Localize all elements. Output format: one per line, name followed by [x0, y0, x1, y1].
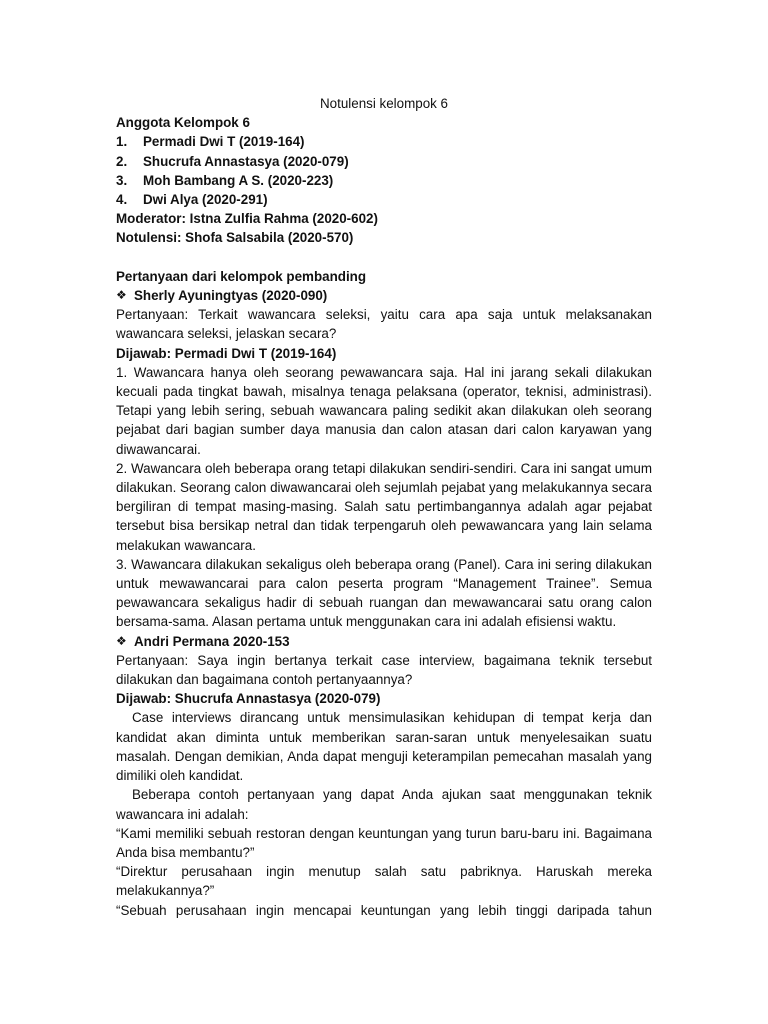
notulensi-line: Notulensi: Shofa Salsabila (2020-570) — [116, 230, 354, 246]
example-question: “Sebuah perusahaan ingin mencapai keuntungan yang lebih tinggi daripada tahun — [116, 902, 652, 918]
member-name: Moh Bambang A S. (2020-223) — [143, 172, 334, 188]
member-number: 1. — [116, 134, 128, 150]
document-page — [116, 94, 652, 920]
member-number: 2. — [116, 153, 128, 169]
moderator-line: Moderator: Istna Zulfia Rahma (2020-602) — [116, 211, 378, 227]
question-2-answerer: Dijawab: Shucrufa Annastasya (2020-079) — [116, 691, 381, 707]
member-item — [116, 132, 652, 151]
member-name: Shucrufa Annastasya (2020-079) — [143, 153, 349, 169]
answer-paragraph: 2. Wawancara oleh beberapa orang tetapi dilakukan sendiri-sendiri. Cara ini sangat umum dilakukan. Seorang calon diwawancarai oleh sejumlah pejabat yang melakukannya secara bergiliran di tempat masing-masing. Salah satu pertimbangannya adalah agar pejabat tersebut bisa bersikap netral dan tidak terpengaruh oleh pewawancara yang lain selama melakukan wawancara. — [116, 460, 652, 553]
diamond-bullet-icon: ❖ — [116, 288, 127, 303]
member-name: Permadi Dwi T (2019-164) — [143, 134, 305, 150]
answer-paragraph: 1. Wawancara hanya oleh seorang pewawancara saja. Hal ini jarang sekali dilakukan kecuali pada tingkat bawah, misalnya tenaga pelaksana (operator, teknisi, administrasi). Tetapi yang lebih sering, sebuah wawancara paling sedikit akan dilakukan oleh seorang pejabat dari bagian sumber daya manusia dan calon atasan dari calon karyawan yang diwawancarai. — [116, 364, 652, 457]
question-1-text: Pertanyaan: Terkait wawancara seleksi, yaitu cara apa saja untuk melaksanakan wawancara seleksi, jelaskan secara? — [116, 307, 652, 342]
asker-name: Andri Permana 2020-153 — [134, 633, 290, 649]
member-item — [116, 152, 652, 171]
question-2-asker — [116, 632, 652, 651]
spacer — [116, 248, 652, 267]
answer-paragraph: Beberapa contoh pertanyaan yang dapat Anda ajukan saat menggunakan teknik wawancara ini adalah: — [116, 787, 652, 822]
member-number: 3. — [116, 172, 128, 188]
member-name: Dwi Alya (2020-291) — [143, 192, 268, 208]
document-title: Notulensi kelompok 6 — [319, 96, 449, 111]
questions-heading: Pertanyaan dari kelompok pembanding — [116, 268, 367, 284]
answer-paragraph: Case interviews dirancang untuk mensimulasikan kehidupan di tempat kerja dan kandidat akan diminta untuk memberikan saran-saran untuk menyelesaikan suatu masalah. Dengan demikian, Anda dapat menguji keterampilan pemecahan masalah yang dimiliki oleh kandidat. — [116, 710, 652, 784]
member-item — [116, 171, 652, 190]
diamond-bullet-icon: ❖ — [116, 633, 127, 648]
question-1-asker — [116, 286, 652, 305]
member-item — [116, 190, 652, 209]
example-question: “Direktur perusahaan ingin menutup salah satu pabriknya. Haruskah mereka melakukannya?” — [116, 864, 652, 899]
example-question: “Kami memiliki sebuah restoran dengan keuntungan yang turun baru-baru ini. Bagaimana Anda bisa membantu?” — [116, 825, 652, 860]
member-number: 4. — [116, 192, 128, 208]
asker-name: Sherly Ayuningtyas (2020-090) — [134, 288, 328, 304]
question-2-text: Pertanyaan: Saya ingin bertanya terkait case interview, bagaimana teknik tersebut dilakukan dan bagaimana contoh pertanyaannya? — [116, 652, 652, 688]
members-heading: Anggota Kelompok 6 — [116, 115, 250, 131]
question-1-answerer: Dijawab: Permadi Dwi T (2019-164) — [116, 345, 337, 361]
answer-paragraph: 3. Wawancara dilakukan sekaligus oleh beberapa orang (Panel). Cara ini sering dilakukan untuk mewawancarai para calon peserta program “Management Trainee”. Semua pewawancara sekaligus hadir di sebuah ruangan dan mewawancarai satu orang calon bersama-sama. Alasan pertama untuk menggunakan cara ini adalah efisiensi waktu. — [116, 556, 652, 630]
